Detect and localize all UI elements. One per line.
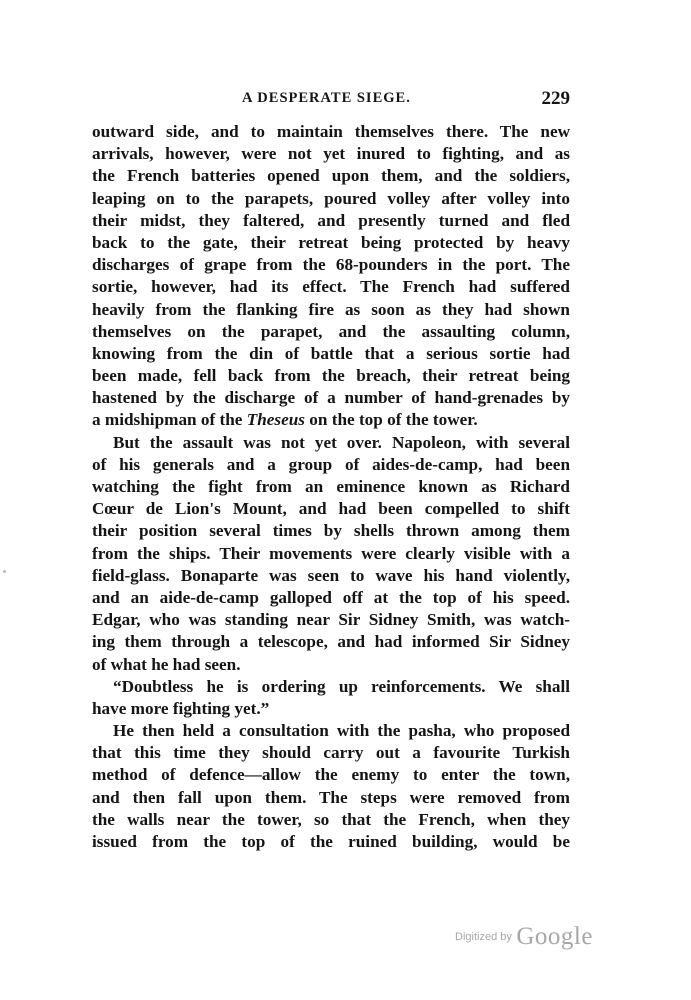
text-line: back to the gate, their retreat being protected by heavy (92, 232, 570, 252)
text-line: from the ships. Their movements were clearly visible with a (92, 543, 570, 563)
text-line (92, 409, 570, 431)
text-line: outward side, and to maintain themselves there. The new (92, 122, 570, 141)
scan-mark (3, 570, 6, 573)
text-line: of his generals and a group of aides-de-camp, had been (92, 454, 570, 474)
text-line: But the assault was not yet over. Napoleon, with several (113, 432, 570, 452)
text-line: watching the fight from an eminence known as Richard (92, 477, 570, 496)
text-line: and an aide-de-camp galloped off at the top of his speed. (92, 587, 570, 607)
text-segment: on the top of the tower. (304, 410, 478, 430)
paragraph (92, 720, 570, 853)
text-line: method of defence—allow the enemy to enter the town, (92, 765, 570, 785)
text-line: their position several times by shells thrown among them (92, 521, 570, 541)
text-line: of what he had seen. (92, 654, 241, 674)
text-line: that this time they should carry out a favourite Turkish (92, 743, 570, 763)
text-line: their midst, they faltered, and presently turned and fled (92, 210, 570, 230)
text-segment: a midshipman of the (92, 410, 247, 430)
watermark-brand: Google (516, 923, 593, 950)
text-line: Edgar, who was standing near Sir Sidney Smith, was watch- (92, 610, 570, 630)
text-line: themselves on the parapet, and the assaulting column, (92, 321, 570, 341)
text-line: Cœur de Lion's Mount, and had been compelled to shift (92, 499, 570, 519)
text-line: “Doubtless he is ordering up reinforcements. We shall (113, 676, 570, 696)
text-line: He then held a consultation with the pasha, who proposed (113, 721, 570, 741)
paragraph (92, 432, 570, 676)
text-line: discharges of grape from the 68-pounders in the port. The (92, 255, 570, 275)
text-line: sortie, however, had its effect. The French had suffered (92, 277, 570, 297)
text-line: leaping on to the parapets, poured volley after volley into (92, 188, 570, 208)
text-line: arrivals, however, were not yet inured to fighting, and as (92, 144, 570, 164)
text-line: the walls near the tower, so that the French, when they (92, 809, 570, 829)
paragraph (92, 676, 570, 720)
text-line: have more fighting yet.” (92, 698, 270, 718)
running-title: A DESPERATE SIEGE. (242, 90, 411, 106)
text-line: field-glass. Bonaparte was seen to wave his hand violently, (92, 565, 570, 585)
text-line: the French batteries opened upon them, and the soldiers, (92, 166, 570, 186)
text-line: ing them through a telescope, and had informed Sir Sidney (92, 632, 570, 652)
digitized-watermark (455, 923, 593, 951)
text-line: heavily from the flanking fire as soon as they had shown (92, 299, 570, 319)
text-line: hastened by the discharge of a number of hand-grenades by (92, 388, 570, 408)
text-line: knowing from the din of battle that a serious sortie had (92, 343, 570, 363)
text-line: issued from the top of the ruined building, would be (92, 832, 570, 851)
paragraph (92, 121, 570, 432)
text-line: and then fall upon them. The steps were removed from (92, 787, 570, 807)
body-text (92, 121, 570, 853)
watermark-prefix: Digitized by (455, 931, 512, 943)
text-line: been made, fell back from the breach, their retreat being (92, 366, 570, 386)
page-header (92, 88, 570, 114)
page-number: 229 (541, 88, 570, 109)
ship-name: Theseus (246, 410, 305, 430)
